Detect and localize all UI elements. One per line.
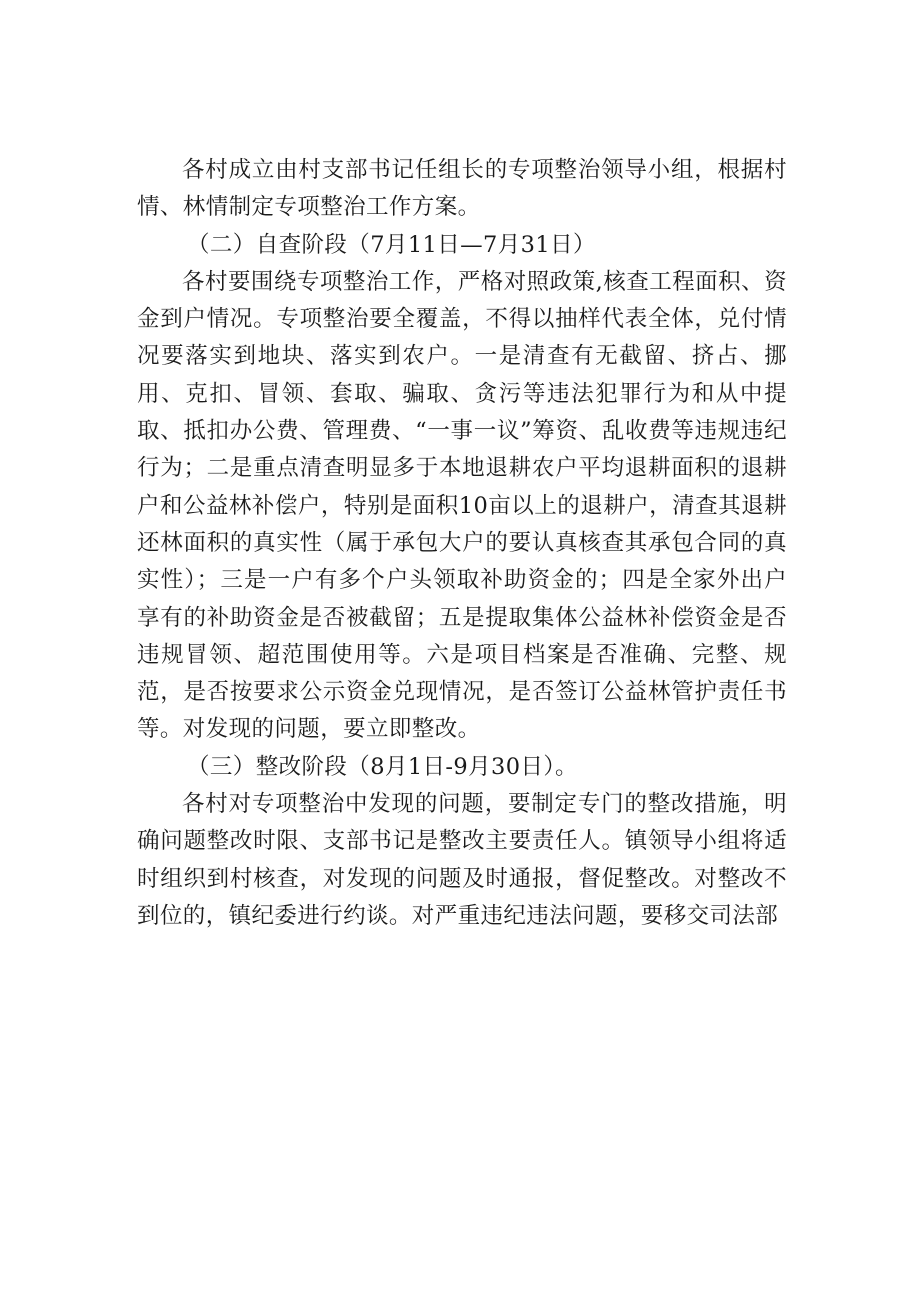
section-heading-rectification: （三）整改阶段（8月1日-9月30日）。 (187, 753, 578, 780)
paragraph-leading-group: 各村成立由村支部书记任组长的专项整治领导小组，根据村情、林情制定专项整治工作方案。 (137, 157, 787, 221)
paragraph-rectification: 各村对专项整治中发现的问题，要制定专门的整改措施，明确问题整改时限、支部书记是整改主要责任人。镇领导小组将适时组织到村核查，对发现的问题及时通报，督促整改。对整改不到位的，镇纪委进行约谈。对严重违纪违法问题，要移交司法部 (137, 791, 787, 929)
section-heading-self-check: （二）自查阶段（7月11日—7月31日） (187, 231, 596, 258)
document-body (137, 152, 787, 935)
paragraph-self-check: 各村要围绕专项整治工作，严格对照政策,核查工程面积、资金到户情况。专项整治要全覆盖，不得以抽样代表全体，兑付情况要落实到地块、落实到农户。一是清查有无截留、挤占、挪用、克扣、冒领、套取、骗取、贪污等违法犯罪行为和从中提取、抵扣办公费、管理费、“一事一议”筹资、乱收费等违规违纪行为；二是重点清查明显多于本地退耕农户平均退耕面积的退耕户和公益林补偿户，特别是面积10亩以上的退耕户，清查其退耕还林面积的真实性（属于承包大户的要认真核查其承包合同的真实性）；三是一户有多个户头领取补助资金的；四是全家外出户享有的补助资金是否被截留；五是提取集体公益林补偿资金是否违规冒领、超范围使用等。六是项目档案是否准确、完整、规范，是否按要求公示资金兑现情况，是否签订公益林管护责任书等。对发现的问题，要立即整改。 (137, 268, 787, 743)
